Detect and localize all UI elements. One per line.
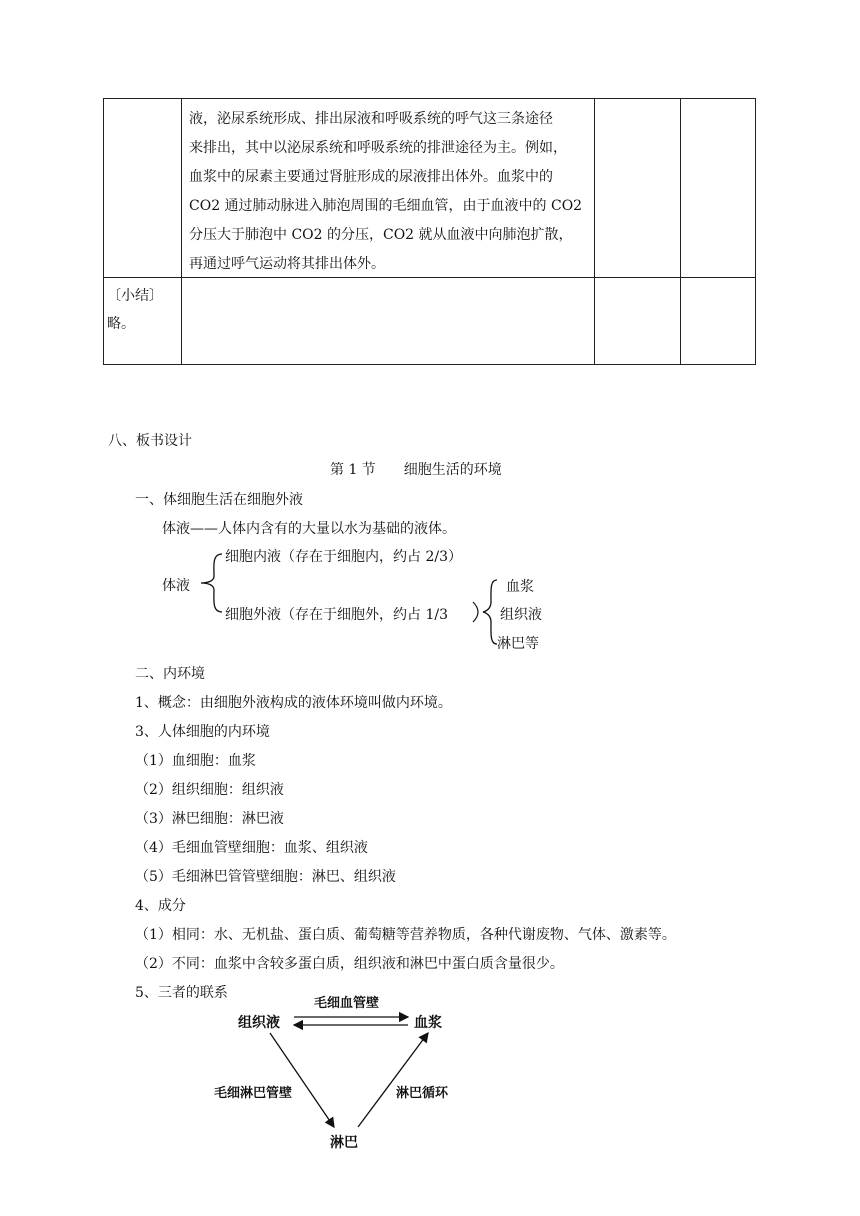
cells-title: 3、人体细胞的内环境 [135,724,270,740]
content-line: 再通过呼气运动将其排出体外。 [189,256,385,272]
brace-left [196,552,226,614]
center-title: 第 1 节 细胞生活的环境 [330,462,502,478]
content-line: 分压大于肺泡中 CO2 的分压，CO2 就从血液中向肺泡扩散， [189,227,573,243]
table-row-content [189,105,582,279]
table-border-right [755,98,756,365]
label-left: 毛细淋巴管壁 [214,1086,293,1101]
tree-root: 体液 [162,578,190,594]
body-fluid-definition: 体液——人体内含有的大量以水为基础的液体。 [162,521,456,537]
relation-title: 5、三者的联系 [135,985,228,1001]
tree-outer-fluid: 细胞外液（存在于细胞外，约占 1/3 [225,607,448,623]
concept-line: 1、概念：由细胞外液构成的液体环境叫做内环境。 [135,695,452,711]
content-line: CO2 通过肺动脉进入肺泡周围的毛细血管，由于血液中的 CO2 [189,198,583,214]
tree-child-tissue-fluid: 组织液 [500,607,542,623]
composition-title: 4、成分 [135,898,186,914]
content-line: 液，泌尿系统形成、排出尿液和呼吸系统的呼气这三条途径 [189,111,553,127]
summary-cell [107,282,163,338]
part2-title: 二、内环境 [135,666,205,682]
summary-label: 〔小结〕 [107,288,163,304]
table-border-left [103,98,104,365]
content-line: 血浆中的尿素主要通过肾脏形成的尿液排出体外。血浆中的 [189,169,553,185]
arrow-lymph-to-plasma [358,1033,428,1127]
cell-item: （4）毛细血管壁细胞：血浆、组织液 [135,840,368,856]
tree-child-lymph: 淋巴等 [497,636,539,652]
part1-title: 一、体细胞生活在细胞外液 [135,492,303,508]
label-right: 淋巴循环 [396,1086,449,1101]
lesson-table [103,98,756,365]
node-tissue-fluid: 组织液 [238,1015,280,1031]
cell-item: （1）血细胞：血浆 [135,753,256,769]
composition-item: （1）相同：水、无机盐、蛋白质、葡萄糖等营养物质，各种代谢废物、气体、激素等。 [135,927,676,943]
tree-inner-fluid: 细胞内液（存在于细胞内，约占 2/3） [225,549,462,565]
table-divider-3 [680,98,681,365]
brace-children [480,578,500,646]
summary-value: 略。 [107,316,135,332]
composition-item: （2）不同：血浆中含较多蛋白质，组织液和淋巴中蛋白质含量很少。 [135,956,564,972]
fluid-relation-diagram [200,985,480,1155]
section-heading: 八、板书设计 [108,433,192,449]
table-border-bottom [103,364,756,365]
cell-item: （5）毛细淋巴管管壁细胞：淋巴、组织液 [135,869,396,885]
table-divider-2 [594,98,595,365]
label-top: 毛细血管壁 [314,996,380,1011]
cell-item: （3）淋巴细胞：淋巴液 [135,811,284,827]
node-lymph: 淋巴 [330,1135,358,1151]
node-plasma: 血浆 [414,1015,442,1031]
tree-child-plasma: 血浆 [506,579,534,595]
cell-item: （2）组织细胞：组织液 [135,782,284,798]
content-line: 来排出，其中以泌尿系统和呼吸系统的排泄途径为主。例如， [189,140,567,156]
table-divider-1 [181,98,182,365]
table-border-top [103,98,756,99]
arrow-tissue-to-lymph [270,1033,334,1127]
